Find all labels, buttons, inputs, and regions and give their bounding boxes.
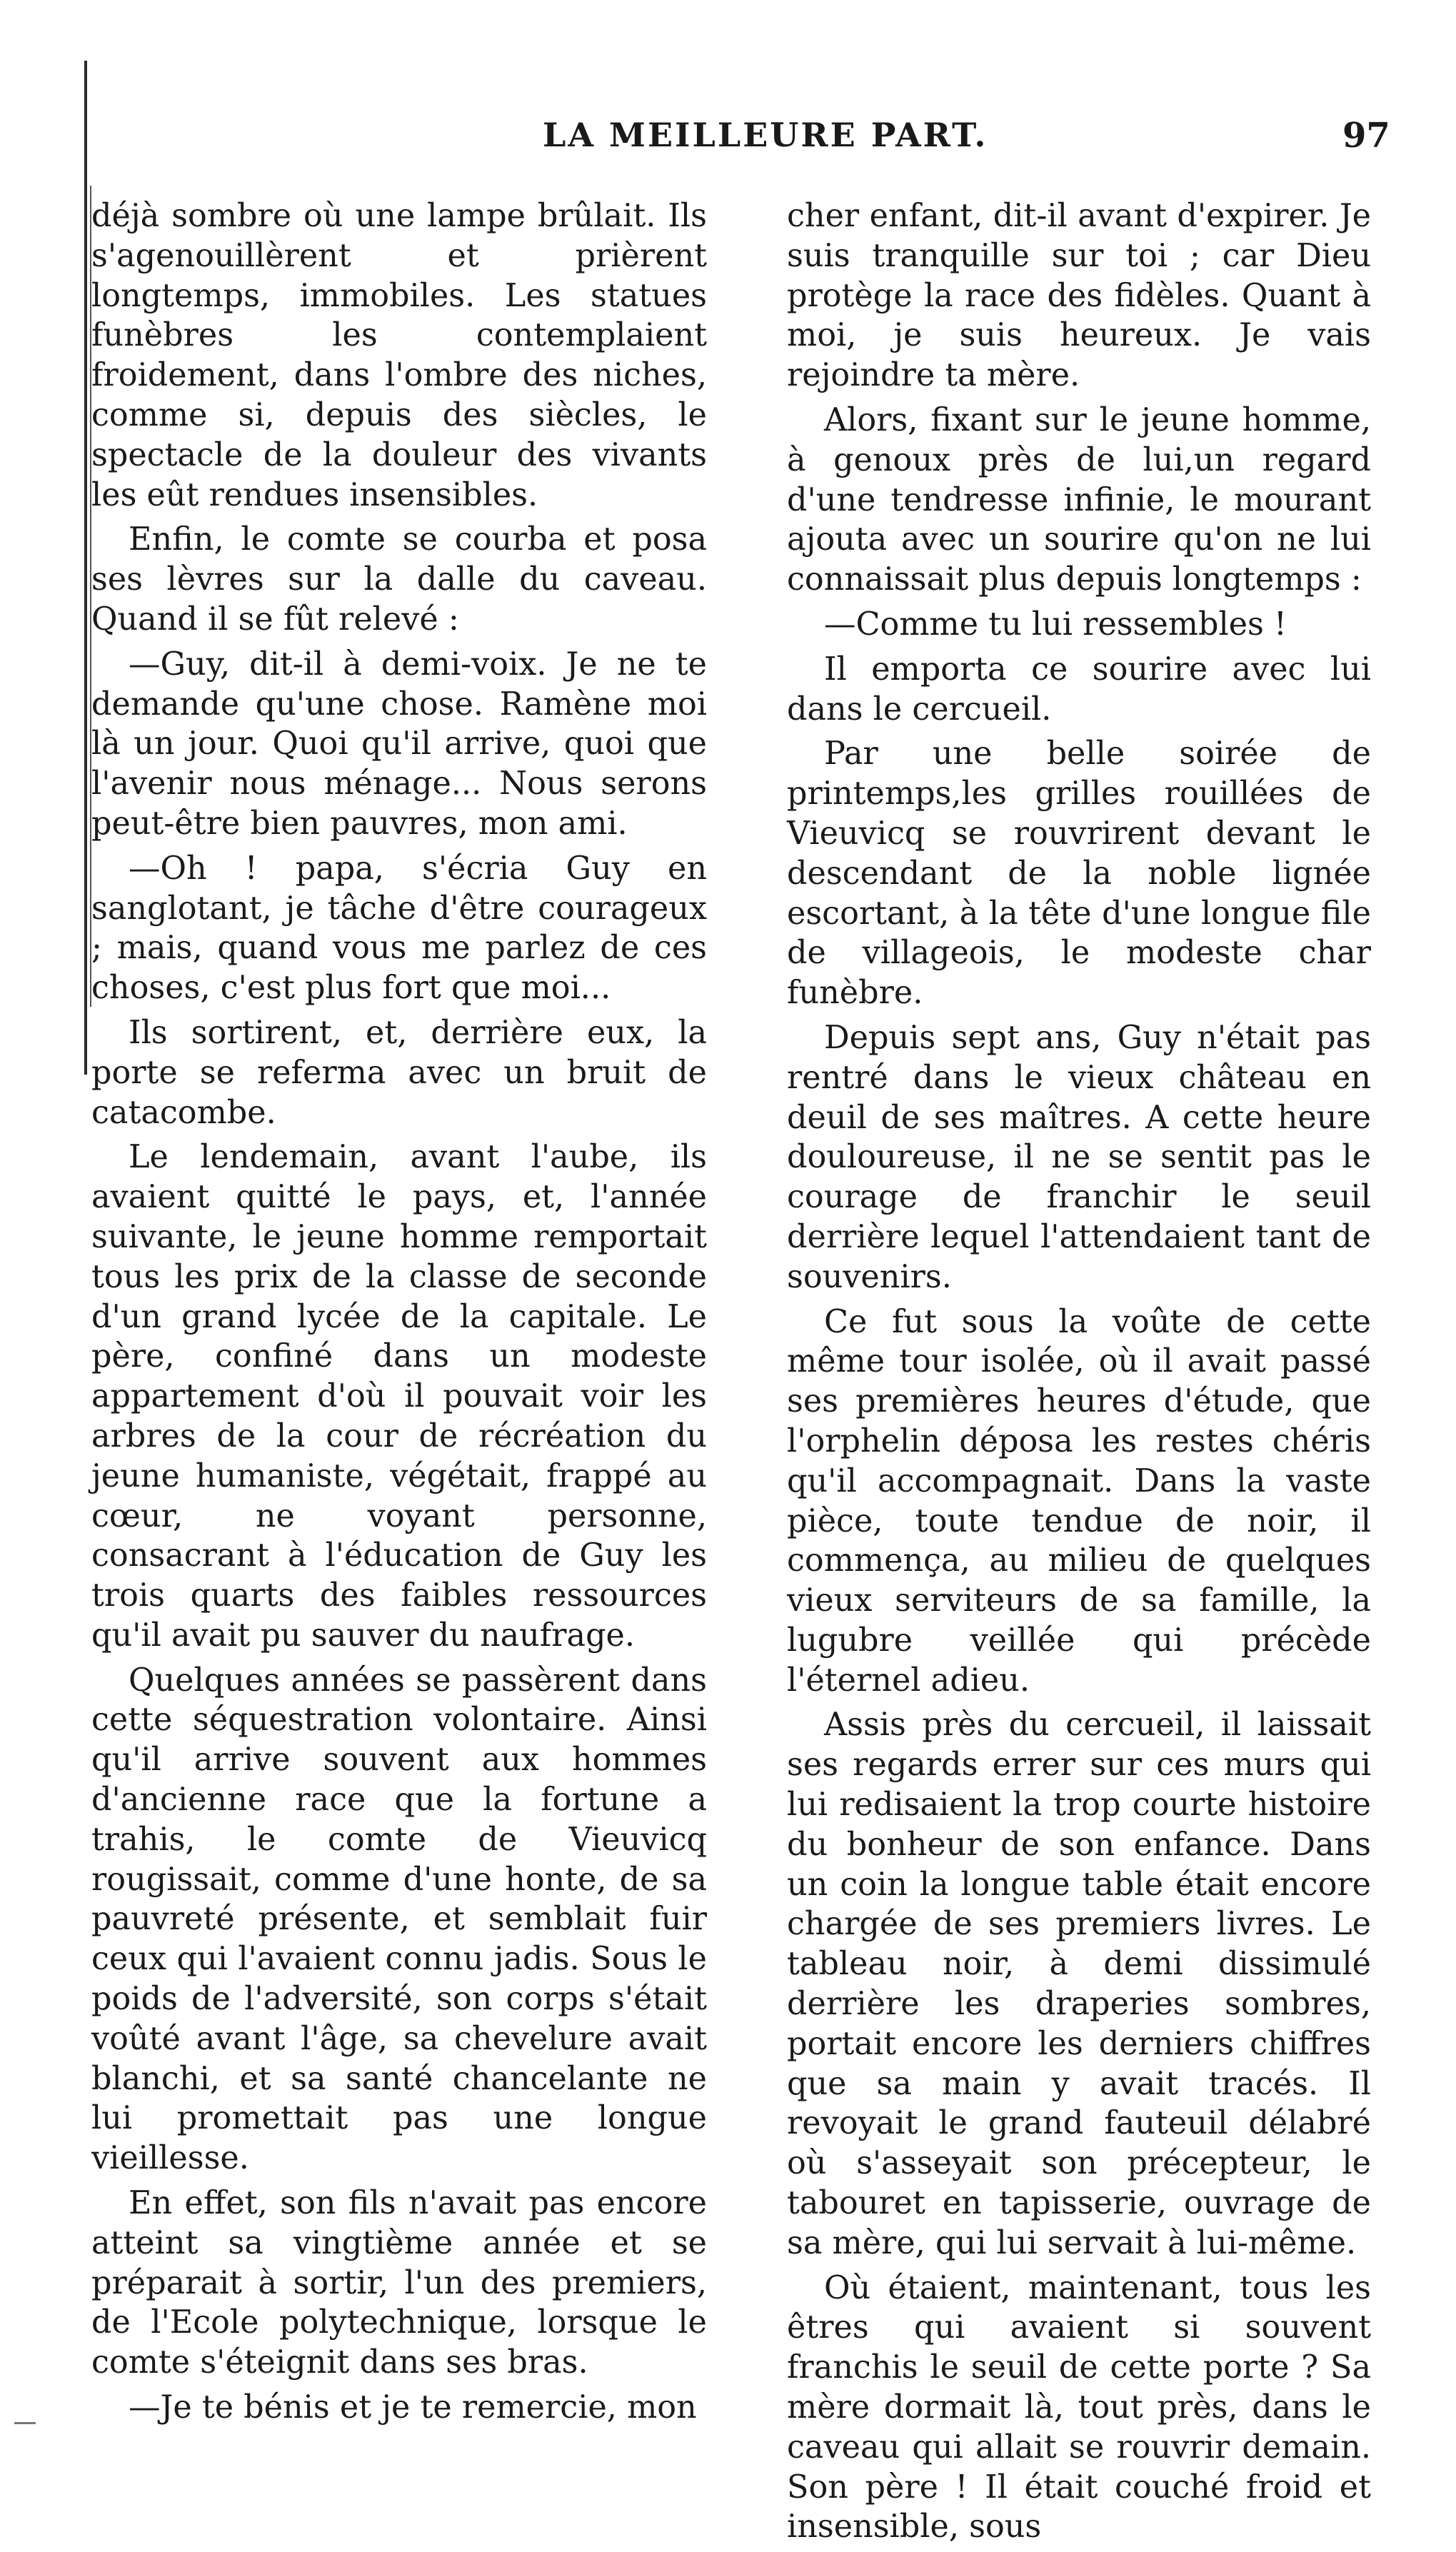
left-column — [91, 196, 707, 2433]
paragraph: Alors, fixant sur le jeune homme, à genoux près de lui,un regard d'une tendresse infinie, le mourant ajouta avec un sourire qu'on ne lui connaissait plus depuis longtemps : — [787, 401, 1371, 598]
paragraph: En effet, son fils n'avait pas encore atteint sa vingtième année et se préparait à sortir, l'un des premiers, de l'Ecole polytechnique, lorsque le comte s'éteignit dans ses bras. — [91, 2185, 707, 2381]
paragraph: Par une belle soirée de printemps,les grilles rouillées de Vieuvicq se rouvrirent devant le descendant de la noble lignée escortant, à la tête d'une longue file de villageois, le modeste char funèbre. — [787, 735, 1371, 1012]
paragraph: Enfin, le comte se courba et posa ses lèvres sur la dalle du caveau. Quand il se fût relevé : — [91, 521, 707, 638]
scan-mark — [14, 2422, 36, 2424]
paragraph: Le lendemain, avant l'aube, ils avaient quitté le pays, et, l'année suivante, le jeune homme remportait tous les prix de la classe de seconde d'un grand lycée de la capitale. Le père, confiné dans un modeste appartement d'où il pouvait voir les arbres de la cour de récréation du jeune humaniste, végétait, frappé au cœur, ne voyant personne, consacrant à l'éducation de Guy les trois quarts des faibles ressources qu'il avait pu sauver du naufrage. — [91, 1139, 707, 1654]
paragraph: Quelques années se passèrent dans cette séquestration volontaire. Ainsi qu'il arrive souvent aux hommes d'ancienne race que la fortune a trahis, le comte de Vieuvicq rougissait, comme d'une honte, de sa pauvreté présente, et semblait fuir ceux qui l'avaient connu jadis. Sous le poids de l'adversité, son corps s'était voûté avant l'âge, sa chevelure avait blanchi, et sa santé chancelante ne lui promettait pas une longue vieillesse. — [91, 1662, 707, 2177]
paragraph: —Comme tu lui ressembles ! — [824, 606, 1287, 643]
paragraph: Assis près du cercueil, il laissait ses regards errer sur ces murs qui lui redisaient la trop courte histoire du bonheur de son enfance. Dans un coin la longue table était encore chargée de ses premiers livres. Le tableau noir, à demi dissimulé derrière les draperies sombres, portait encore les derniers chiffres que sa main y avait tracés. Il revoyait le grand fauteuil délabré où s'asseyait son précepteur, le tabouret en tapisserie, ouvrage de sa mère, qui lui servait à lui-même. — [787, 1707, 1371, 2261]
paragraph: —Oh ! papa, s'écria Guy en sanglotant, je tâche d'être courageux ; mais, quand vous me parlez de ces choses, c'est plus fort que moi... — [91, 850, 707, 1007]
paragraph: —Guy, dit-il à demi-voix. Je ne te demande qu'une chose. Ramène moi là un jour. Quoi qu'il arrive, quoi que l'avenir nous ménage... Nous serons peut-être bien pauvres, mon ami. — [91, 645, 707, 842]
running-title: LA MEILLEURE PART. — [543, 116, 988, 154]
paragraph: Depuis sept ans, Guy n'était pas rentré dans le vieux château en deuil de ses maîtres. A cette heure douloureuse, il ne se sentit pas le courage de franchir le seuil derrière lequel l'attendaient tant de souvenirs. — [787, 1019, 1371, 1295]
paragraph: Ils sortirent, et, derrière eux, la porte se referma avec un bruit de catacombe. — [91, 1014, 707, 1131]
paragraph: Il emporta ce sourire avec lui dans le cercueil. — [787, 650, 1371, 728]
paragraph: Où étaient, maintenant, tous les êtres qui avaient si souvent franchis le seuil de cette porte ? Sa mère dormait là, tout près, dans le caveau qui allait se rouvrir demain. Son père ! Il était couché froid et insensible, sous — [787, 2269, 1371, 2546]
paragraph: déjà sombre où une lampe brûlait. Ils s'agenouillèrent et prièrent longtemps, immobiles. Les statues funèbres les contemplaient froidement, dans l'ombre des niches, comme si, depuis des siècles, le spectacle de la douleur des vivants les eût rendues insensibles. — [91, 198, 707, 513]
margin-rule — [84, 61, 87, 1075]
right-column — [787, 196, 1371, 2552]
page-number: 97 — [1342, 116, 1390, 156]
paragraph: —Je te bénis et je te remercie, mon — [129, 2389, 697, 2426]
paragraph: cher enfant, dit-il avant d'expirer. Je suis tranquille sur toi ; car Dieu protège la race des fidèles. Quant à moi, je suis heureux. Je vais rejoindre ta mère. — [787, 198, 1371, 394]
paragraph: Ce fut sous la voûte de cette même tour isolée, où il avait passé ses premières heures d'étude, que l'orphelin déposa les restes chéris qu'il accompagnait. Dans la vaste pièce, toute tendue de noir, il commença, au milieu de quelques vieux serviteurs de sa famille, la lugubre veillée qui précède l'éternel adieu. — [787, 1303, 1371, 1699]
